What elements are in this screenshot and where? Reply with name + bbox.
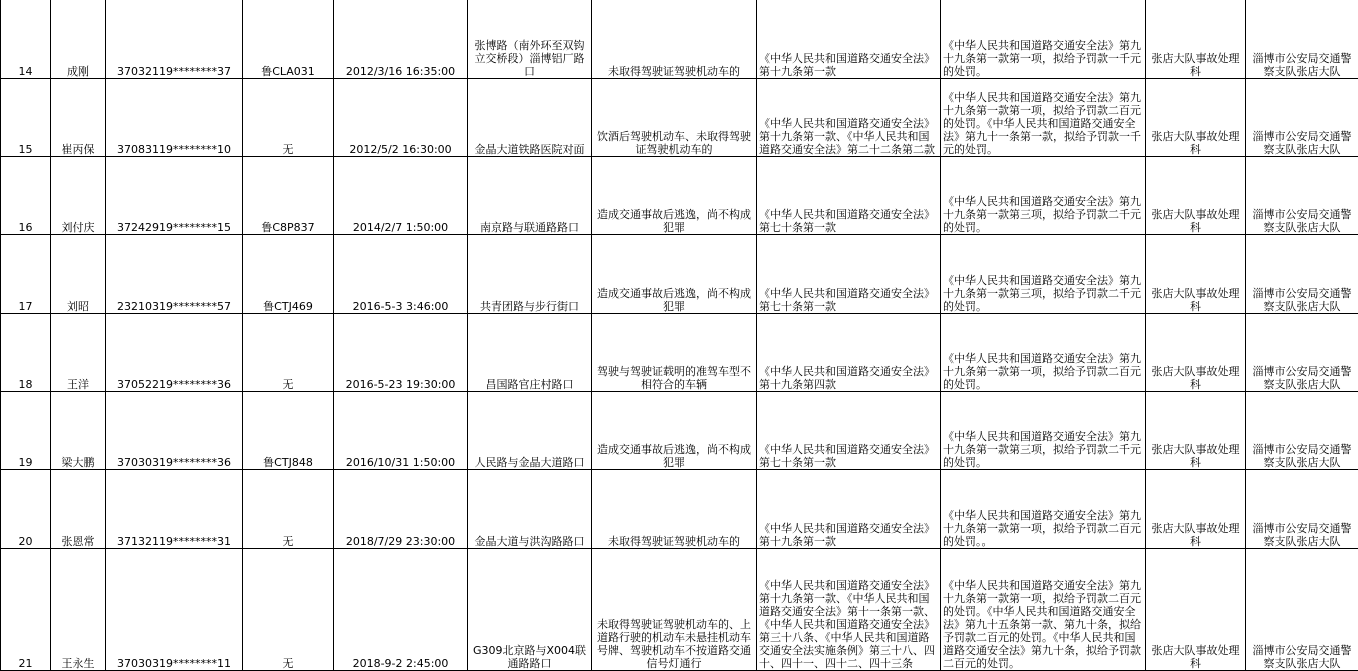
row-number-cell: 19 (1, 392, 51, 470)
violation-description-cell: 未取得驾驶证驾驶机动车的、上道路行驶的机动车未悬挂机动车号牌、驾驶机动车不按道路交通信号灯通行 (592, 549, 757, 671)
incident-place-cell: 金晶大道与洪沟路路口 (468, 470, 592, 549)
law-reference-cell: 《中华人民共和国道路交通安全法》第十九条第一款、《中华人民共和国道路交通安全法》第十一条第一款、《中华人民共和国道路交通安全法》第三十八条、《中华人民共和国道路交通安全法实施条例》第三十八、四十、四十一、四十二、四十三条 (757, 549, 941, 671)
penalty-description-cell: 《中华人民共和国道路交通安全法》第九十九条第一款第一项，拟给予罚款二百元的处罚。《中华人民共和国道路交通安全法》第九十五条第一款、第九十条，拟给予罚款二百元的处罚。《中华人民共和国道路交通安全法》第九十条，拟给予罚款二百元的处罚。 (941, 549, 1146, 671)
table-body (1, 0, 1358, 671)
table-row (1, 314, 1358, 392)
table-row (1, 392, 1358, 470)
handling-organization-cell: 淄博市公安局交通警察支队张店大队 (1246, 157, 1358, 235)
handling-organization-cell: 淄博市公安局交通警察支队张店大队 (1246, 79, 1358, 157)
plate-number-cell: 鲁C8P837 (243, 157, 334, 235)
violation-description-cell: 驾驶与驾驶证载明的准驾车型不相符合的车辆 (592, 314, 757, 392)
id-number-cell: 37242919********15 (106, 157, 243, 235)
person-name-cell: 成刚 (51, 0, 106, 79)
handling-organization-cell: 淄博市公安局交通警察支队张店大队 (1246, 549, 1358, 671)
person-name-cell: 王洋 (51, 314, 106, 392)
violation-description-cell: 饮酒后驾驶机动车、未取得驾驶证驾驶机动车的 (592, 79, 757, 157)
incident-time-cell: 2016/10/31 1:50:00 (334, 392, 468, 470)
penalty-description-cell: 《中华人民共和国道路交通安全法》第九十九条第一款第三项，拟给予罚款二千元的处罚。 (941, 157, 1146, 235)
handling-department-cell: 张店大队事故处理科 (1146, 0, 1246, 79)
handling-organization-cell: 淄博市公安局交通警察支队张店大队 (1246, 0, 1358, 79)
incident-place-cell: 昌国路官庄村路口 (468, 314, 592, 392)
plate-number-cell: 无 (243, 79, 334, 157)
incident-place-cell: 南京路与联通路路口 (468, 157, 592, 235)
row-number-cell: 18 (1, 314, 51, 392)
incident-place-cell: 张博路（南外环至双钩立交桥段）淄博铝厂路口 (468, 0, 592, 79)
incident-time-cell: 2016-5-23 19:30:00 (334, 314, 468, 392)
plate-number-cell: 鲁CTJ848 (243, 392, 334, 470)
penalty-description-cell: 《中华人民共和国道路交通安全法》第九十九条第一款第一项，拟给予罚款二百元的处罚。 (941, 314, 1146, 392)
handling-department-cell: 张店大队事故处理科 (1146, 549, 1246, 671)
law-reference-cell: 《中华人民共和国道路交通安全法》第十九条第一款 (757, 470, 941, 549)
violation-description-cell: 未取得驾驶证驾驶机动车的 (592, 470, 757, 549)
person-name-cell: 崔丙保 (51, 79, 106, 157)
id-number-cell: 23210319********57 (106, 235, 243, 314)
penalty-description-cell: 《中华人民共和国道路交通安全法》第九十九条第一款第一项，拟给予罚款二百元的处罚。。 (941, 470, 1146, 549)
handling-organization-cell: 淄博市公安局交通警察支队张店大队 (1246, 314, 1358, 392)
id-number-cell: 37032119********37 (106, 0, 243, 79)
law-reference-cell: 《中华人民共和国道路交通安全法》第十九条第四款 (757, 314, 941, 392)
incident-time-cell: 2016-5-3 3:46:00 (334, 235, 468, 314)
violation-description-cell: 造成交通事故后逃逸，尚不构成犯罪 (592, 157, 757, 235)
incident-time-cell: 2012/3/16 16:35:00 (334, 0, 468, 79)
plate-number-cell: 鲁CTJ469 (243, 235, 334, 314)
row-number-cell: 21 (1, 549, 51, 671)
row-number-cell: 17 (1, 235, 51, 314)
handling-department-cell: 张店大队事故处理科 (1146, 79, 1246, 157)
penalty-description-cell: 《中华人民共和国道路交通安全法》第九十九条第一款第三项，拟给予罚款二千元的处罚。 (941, 235, 1146, 314)
law-reference-cell: 《中华人民共和国道路交通安全法》第七十条第一款 (757, 235, 941, 314)
plate-number-cell: 鲁CLA031 (243, 0, 334, 79)
handling-organization-cell: 淄博市公安局交通警察支队张店大队 (1246, 392, 1358, 470)
plate-number-cell: 无 (243, 470, 334, 549)
id-number-cell: 37030319********36 (106, 392, 243, 470)
person-name-cell: 王永生 (51, 549, 106, 671)
handling-department-cell: 张店大队事故处理科 (1146, 157, 1246, 235)
person-name-cell: 张恩常 (51, 470, 106, 549)
law-reference-cell: 《中华人民共和国道路交通安全法》第七十条第一款 (757, 392, 941, 470)
table-row (1, 235, 1358, 314)
incident-time-cell: 2014/2/7 1:50:00 (334, 157, 468, 235)
handling-department-cell: 张店大队事故处理科 (1146, 392, 1246, 470)
plate-number-cell: 无 (243, 549, 334, 671)
incident-place-cell: 金晶大道铁路医院对面 (468, 79, 592, 157)
person-name-cell: 梁大鹏 (51, 392, 106, 470)
penalty-description-cell: 《中华人民共和国道路交通安全法》第九十九条第一款第一项，拟给予罚款一千元的处罚。 (941, 0, 1146, 79)
incident-place-cell: 人民路与金晶大道路口 (468, 392, 592, 470)
table-row (1, 157, 1358, 235)
person-name-cell: 刘昭 (51, 235, 106, 314)
law-reference-cell: 《中华人民共和国道路交通安全法》第十九条第一款 (757, 0, 941, 79)
law-reference-cell: 《中华人民共和国道路交通安全法》第十九条第一款、《中华人民共和国道路交通安全法》第二十二条第二款 (757, 79, 941, 157)
penalty-description-cell: 《中华人民共和国道路交通安全法》第九十九条第一款第一项，拟给予罚款二百元的处罚。《中华人民共和国道路交通安全法》第九十一条第一款，拟给予罚款一千元的处罚。 (941, 79, 1146, 157)
table-row (1, 470, 1358, 549)
handling-organization-cell: 淄博市公安局交通警察支队张店大队 (1246, 235, 1358, 314)
id-number-cell: 37030319********11 (106, 549, 243, 671)
plate-number-cell: 无 (243, 314, 334, 392)
handling-department-cell: 张店大队事故处理科 (1146, 314, 1246, 392)
law-reference-cell: 《中华人民共和国道路交通安全法》第七十条第一款 (757, 157, 941, 235)
incident-place-cell: 共青团路与步行街口 (468, 235, 592, 314)
handling-department-cell: 张店大队事故处理科 (1146, 470, 1246, 549)
row-number-cell: 16 (1, 157, 51, 235)
handling-department-cell: 张店大队事故处理科 (1146, 235, 1246, 314)
row-number-cell: 20 (1, 470, 51, 549)
incident-place-cell: G309北京路与X004联通路路口 (468, 549, 592, 671)
incident-time-cell: 2018-9-2 2:45:00 (334, 549, 468, 671)
id-number-cell: 37052219********36 (106, 314, 243, 392)
penalty-description-cell: 《中华人民共和国道路交通安全法》第九十九条第一款第三项，拟给予罚款二千元的处罚。 (941, 392, 1146, 470)
table-row (1, 549, 1358, 671)
incident-time-cell: 2018/7/29 23:30:00 (334, 470, 468, 549)
violation-description-cell: 造成交通事故后逃逸，尚不构成犯罪 (592, 392, 757, 470)
id-number-cell: 37132119********31 (106, 470, 243, 549)
table-row (1, 79, 1358, 157)
id-number-cell: 37083119********10 (106, 79, 243, 157)
row-number-cell: 15 (1, 79, 51, 157)
table-row (1, 0, 1358, 79)
person-name-cell: 刘付庆 (51, 157, 106, 235)
row-number-cell: 14 (1, 0, 51, 79)
violation-description-cell: 造成交通事故后逃逸，尚不构成犯罪 (592, 235, 757, 314)
handling-organization-cell: 淄博市公安局交通警察支队张店大队 (1246, 470, 1358, 549)
violation-description-cell: 未取得驾驶证驾驶机动车的 (592, 0, 757, 79)
incident-time-cell: 2012/5/2 16:30:00 (334, 79, 468, 157)
